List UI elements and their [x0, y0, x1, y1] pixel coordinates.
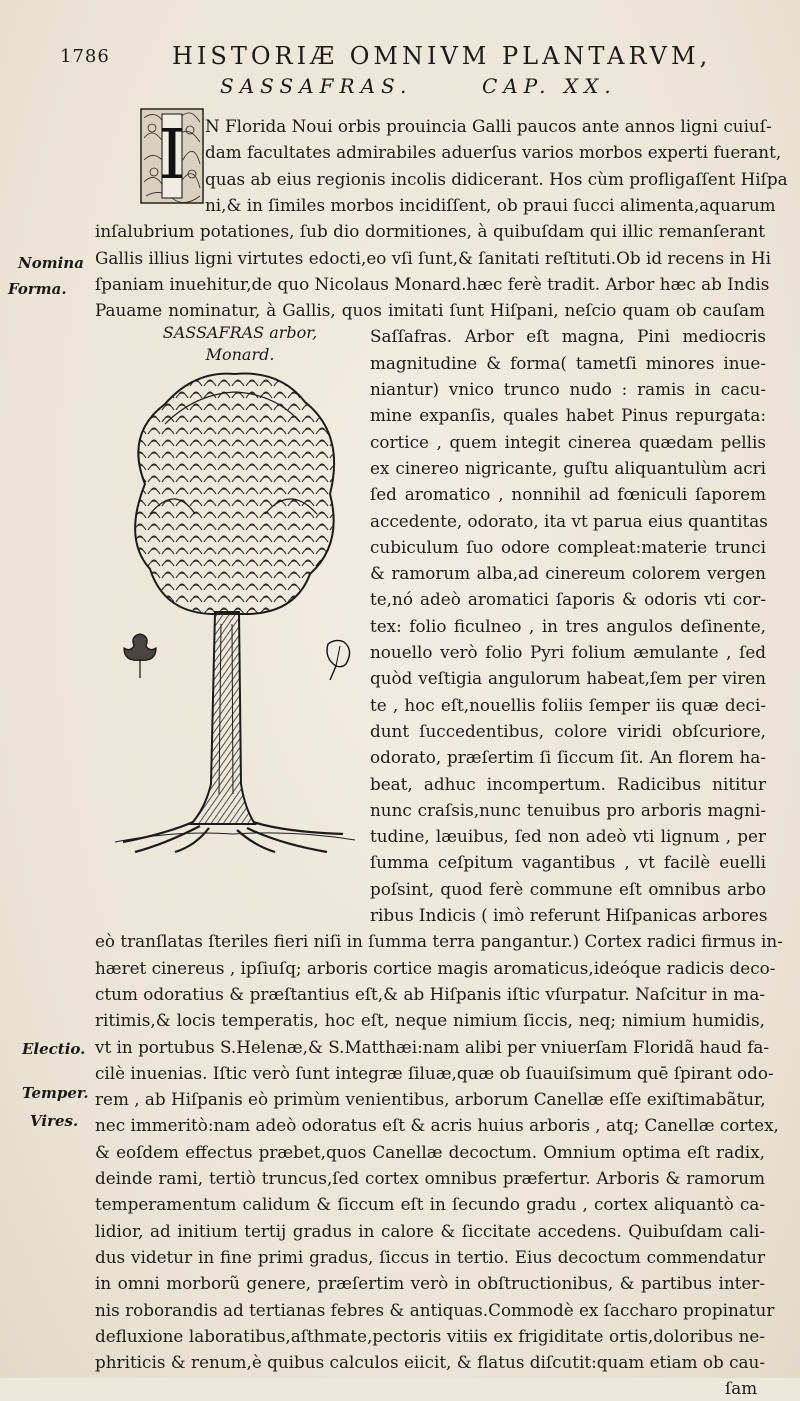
chapter-name: SASSAFRAS. [220, 74, 413, 98]
text-line: cortice , quem integit cinerea quædam pellis [370, 431, 766, 452]
text-line: nis roborandis ad tertianas febres & antiquas.Commodè ex ſaccharo propinatur [95, 1299, 775, 1320]
text-line: ritimis,& locis temperatis, hoc eſt, neque nimium ſiccis, neq; nimium humidis, [95, 1010, 765, 1031]
text-line: magnitudine & forma( tametſi minores inue- [370, 352, 766, 373]
margin-note-vires: Vires. [30, 1112, 79, 1130]
page-number: 1786 [60, 46, 110, 67]
text-line: ſam [725, 1378, 758, 1399]
text-line: hæret cinereus , ipſiuſq; arboris cortice magis aromaticus,ideóque radicis deco- [95, 957, 776, 978]
text-line: & eoſdem effectus præbet,quos Canellæ decoctum. Omnium optima eſt radix, [95, 1141, 765, 1162]
text-line: ctum odoratius & præſtantius eſt,& ab Hiſpanis iſtic vſurpatur. Naſcitur in ma- [95, 983, 765, 1004]
text-line: accedente, odorato, ita vt parua eius quantitas [370, 510, 768, 531]
text-line: Saſſafras. Arbor eſt magna, Pini mediocris [370, 326, 766, 347]
text-line: N Florida Noui orbis prouincia Galli paucos ante annos ligni cuiuſ- [205, 116, 772, 136]
margin-note-forma: Forma. [8, 280, 67, 298]
text-line: ni,& in ſimiles morbos incidiſſent, ob praui ſucci alimenta,aquarum [205, 194, 776, 215]
text-line: quas ab eius regionis incolis didicerant. Hos cùm profligaſſent Hiſpa [205, 168, 788, 189]
text-line: ſumma ceſpitum vagantibus , vt facilè euelli [370, 852, 766, 873]
figure-caption-author: Monard. [205, 345, 275, 364]
text-line: mine expanſis, quales habet Pinus repurgata: [370, 405, 766, 426]
text-line: nunc craſsis,nunc tenuibus pro arboris magni- [370, 799, 766, 820]
text-line: Pauame nominatur, à Gallis, quos imitati ſunt Hiſpani, neſcio quam ob cauſam [95, 300, 765, 321]
margin-note-electio: Electio. [22, 1040, 86, 1058]
text-line: poſsint, quod ferè commune eſt omnibus arbo [370, 878, 766, 899]
text-line: eò tranſlatas ſteriles fieri niſi in ſumma terra pangantur.) Cortex radici firmus in- [95, 931, 783, 952]
svg-text:I: I [158, 116, 186, 195]
margin-note-temper: Temper. [22, 1084, 89, 1102]
running-title: HISTORIÆ OMNIVM PLANTARVM, [172, 42, 712, 70]
text-line: ex cinereo nigricante, guſtu aliquantulùm acri [370, 457, 766, 478]
text-line: te , hoc eſt,nouellis foliis ſemper iis quæ deci- [370, 694, 766, 715]
text-line: te,nó adeò aromatici ſaporis & odoris vti cor- [370, 589, 766, 610]
text-line: tudine, læuibus, ſed non adeò vti lignum , per [370, 826, 766, 847]
text-line: rem , ab Hiſpanis eò primùm venientibus, arborum Canellæ eſſe exiſtimabãtur, [95, 1089, 766, 1110]
text-line: dunt ſuccedentibus, colore viridi obſcuriore, [370, 720, 766, 741]
text-line: deinde rami, tertiò truncus,ſed cortex omnibus præfertur. Arboris & ramorum [95, 1168, 765, 1188]
chapter-number: CAP. XX. [482, 74, 617, 98]
text-line: cubiculum ſuo odore compleat:materie trunci [370, 536, 766, 557]
text-line: vt in portubus S.Helenæ,& S.Matthæi:nam alibi per vniuerſam Floridã haud fa- [95, 1036, 770, 1057]
text-line: niantur) vnico trunco nudo : ramis in cacu- [370, 379, 766, 399]
text-line: lidior, ad initium tertij gradus in calore & ſiccitate accedens. Quibuſdam cali- [95, 1220, 765, 1241]
text-line: ſed aromatico , nonnihil ad fœniculi ſaporem [370, 484, 766, 505]
text-line: ribus Indicis ( imò referunt Hiſpanicas arbores [370, 905, 768, 925]
text-line: inſalubrium potationes, ſub dio dormitiones, à quibuſdam qui illic remanſerant [95, 221, 765, 242]
margin-note-nomina: Nomina [18, 254, 84, 272]
text-line: Gallis illius ligni virtutes edocti,eo vſi ſunt,& ſanitati reſtituti.Ob id recens in Hi [95, 247, 771, 268]
text-line: ſpaniam inuehitur,de quo Nicolaus Monard.hæc ferè tradit. Arbor hæc ab Indis [95, 273, 770, 294]
text-line: & ramorum alba,ad cinereum colorem vergen [370, 563, 766, 584]
text-line: dam facultates admirabiles aduerſus varios morbos experti fuerant, [205, 142, 782, 163]
text-line: nouello verò folio Pyri folium æmulante , ſed [370, 642, 766, 662]
text-line: odorato, præſertim ſi ſiccum ſit. An florem ha- [370, 747, 766, 768]
text-line: temperamentum calidum & ſiccum eſt in ſecundo gradu , cortex aliquantò ca- [95, 1194, 765, 1215]
text-line: tex: folio ficulneo , in tres angulos deſinente, [370, 615, 766, 636]
text-line: beat, adhuc incompertum. Radicibus nititur [370, 773, 766, 794]
text-line: in omni morborũ genere, præſertim verò in obſtructionibus, & partibus inter- [95, 1273, 765, 1294]
text-line: dus videtur in fine primi gradus, ſiccus in tertio. Eius decoctum commendatur [95, 1246, 765, 1267]
text-line: nec immeritò:nam adeò odoratus eſt & acris huius arboris , atq; Canellæ cortex, [95, 1115, 779, 1136]
text-line: quòd veſtigia angulorum habeat,ſem per viren [370, 668, 766, 689]
text-line: defluxione laboratibus,aſthmate,pectoris vitiis ex frigiditate ortis,doloribus ne- [95, 1325, 765, 1346]
text-line: cilè inuenias. Iſtic verò ſunt integræ ſiluæ,quæ ob ſuauiſsimum quē ſpirant odo- [95, 1062, 774, 1083]
figure-caption-title: SASSAFRAS arbor, [162, 323, 318, 342]
text-line: phriticis & renum,è quibus calculos eiicit, & flatus diſcutit:quam etiam ob cau- [95, 1352, 765, 1373]
